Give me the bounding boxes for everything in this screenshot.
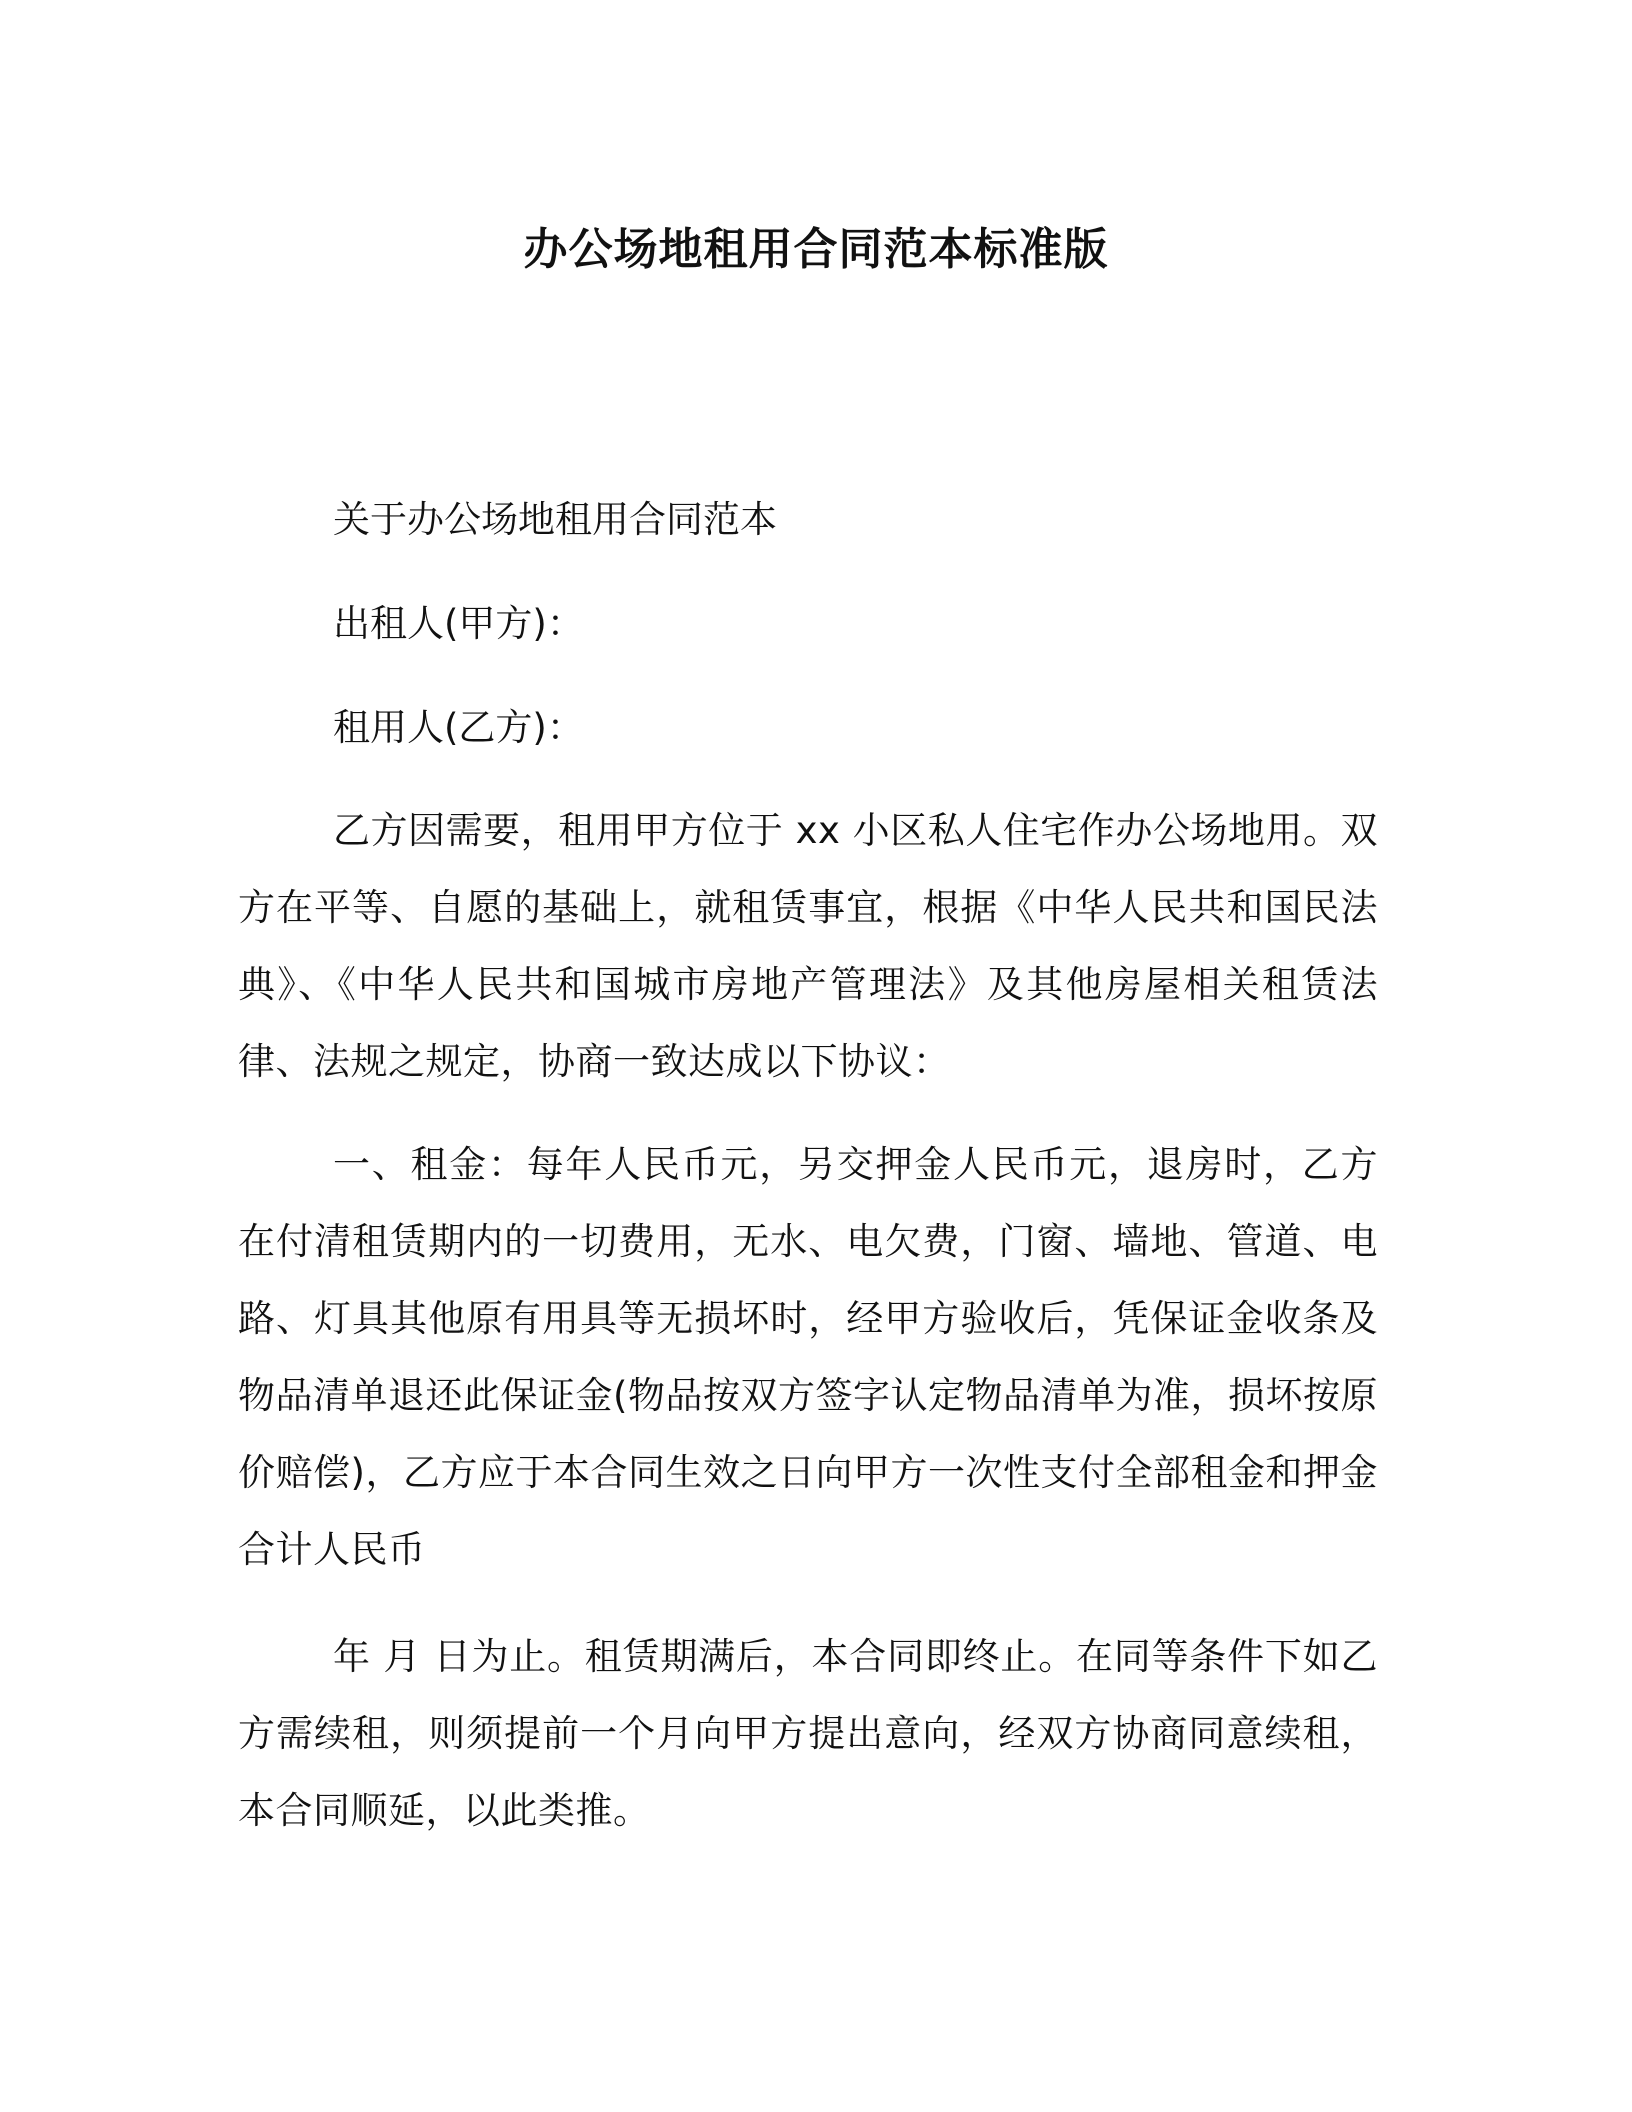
paragraph-term-clause: 年 月 日为止。租赁期满后，本合同即终止。在同等条件下如乙方需续租，则须提前一个月向甲方提出意向，经双方协商同意续租，本合同顺延，以此类推。 [238,1635,1378,1832]
lessee-label: 租用人(乙方)： [333,706,584,749]
document-title: 办公场地租用合同范本标准版 [523,224,1109,275]
paragraph-rent-clause: 一、租金：每年人民币元，另交押金人民币元，退房时，乙方在付清租赁期内的一切费用，无水、电欠费，门窗、墙地、管道、电路、灯具其他原有用具等无损坏时，经甲方验收后，凭保证金收条及物品清单退还此保证金(物品按双方签字认定物品清单为准，损坏按原价赔偿)，乙方应于本合同生效之日向甲方一次性支付全部租金和押金合计人民币 [238,1143,1378,1571]
document-subtitle: 关于办公场地租用合同范本 [333,498,777,541]
lessor-label: 出租人(甲方)： [333,602,584,645]
paragraph-preamble: 乙方因需要，租用甲方位于 xx 小区私人住宅作办公场地用。双方在平等、自愿的基础上，就租赁事宜，根据《中华人民共和国民法典》、《中华人民共和国城市房地产管理法》及其他房屋相关租赁法律、法规之规定，协商一致达成以下协议： [238,809,1378,1083]
